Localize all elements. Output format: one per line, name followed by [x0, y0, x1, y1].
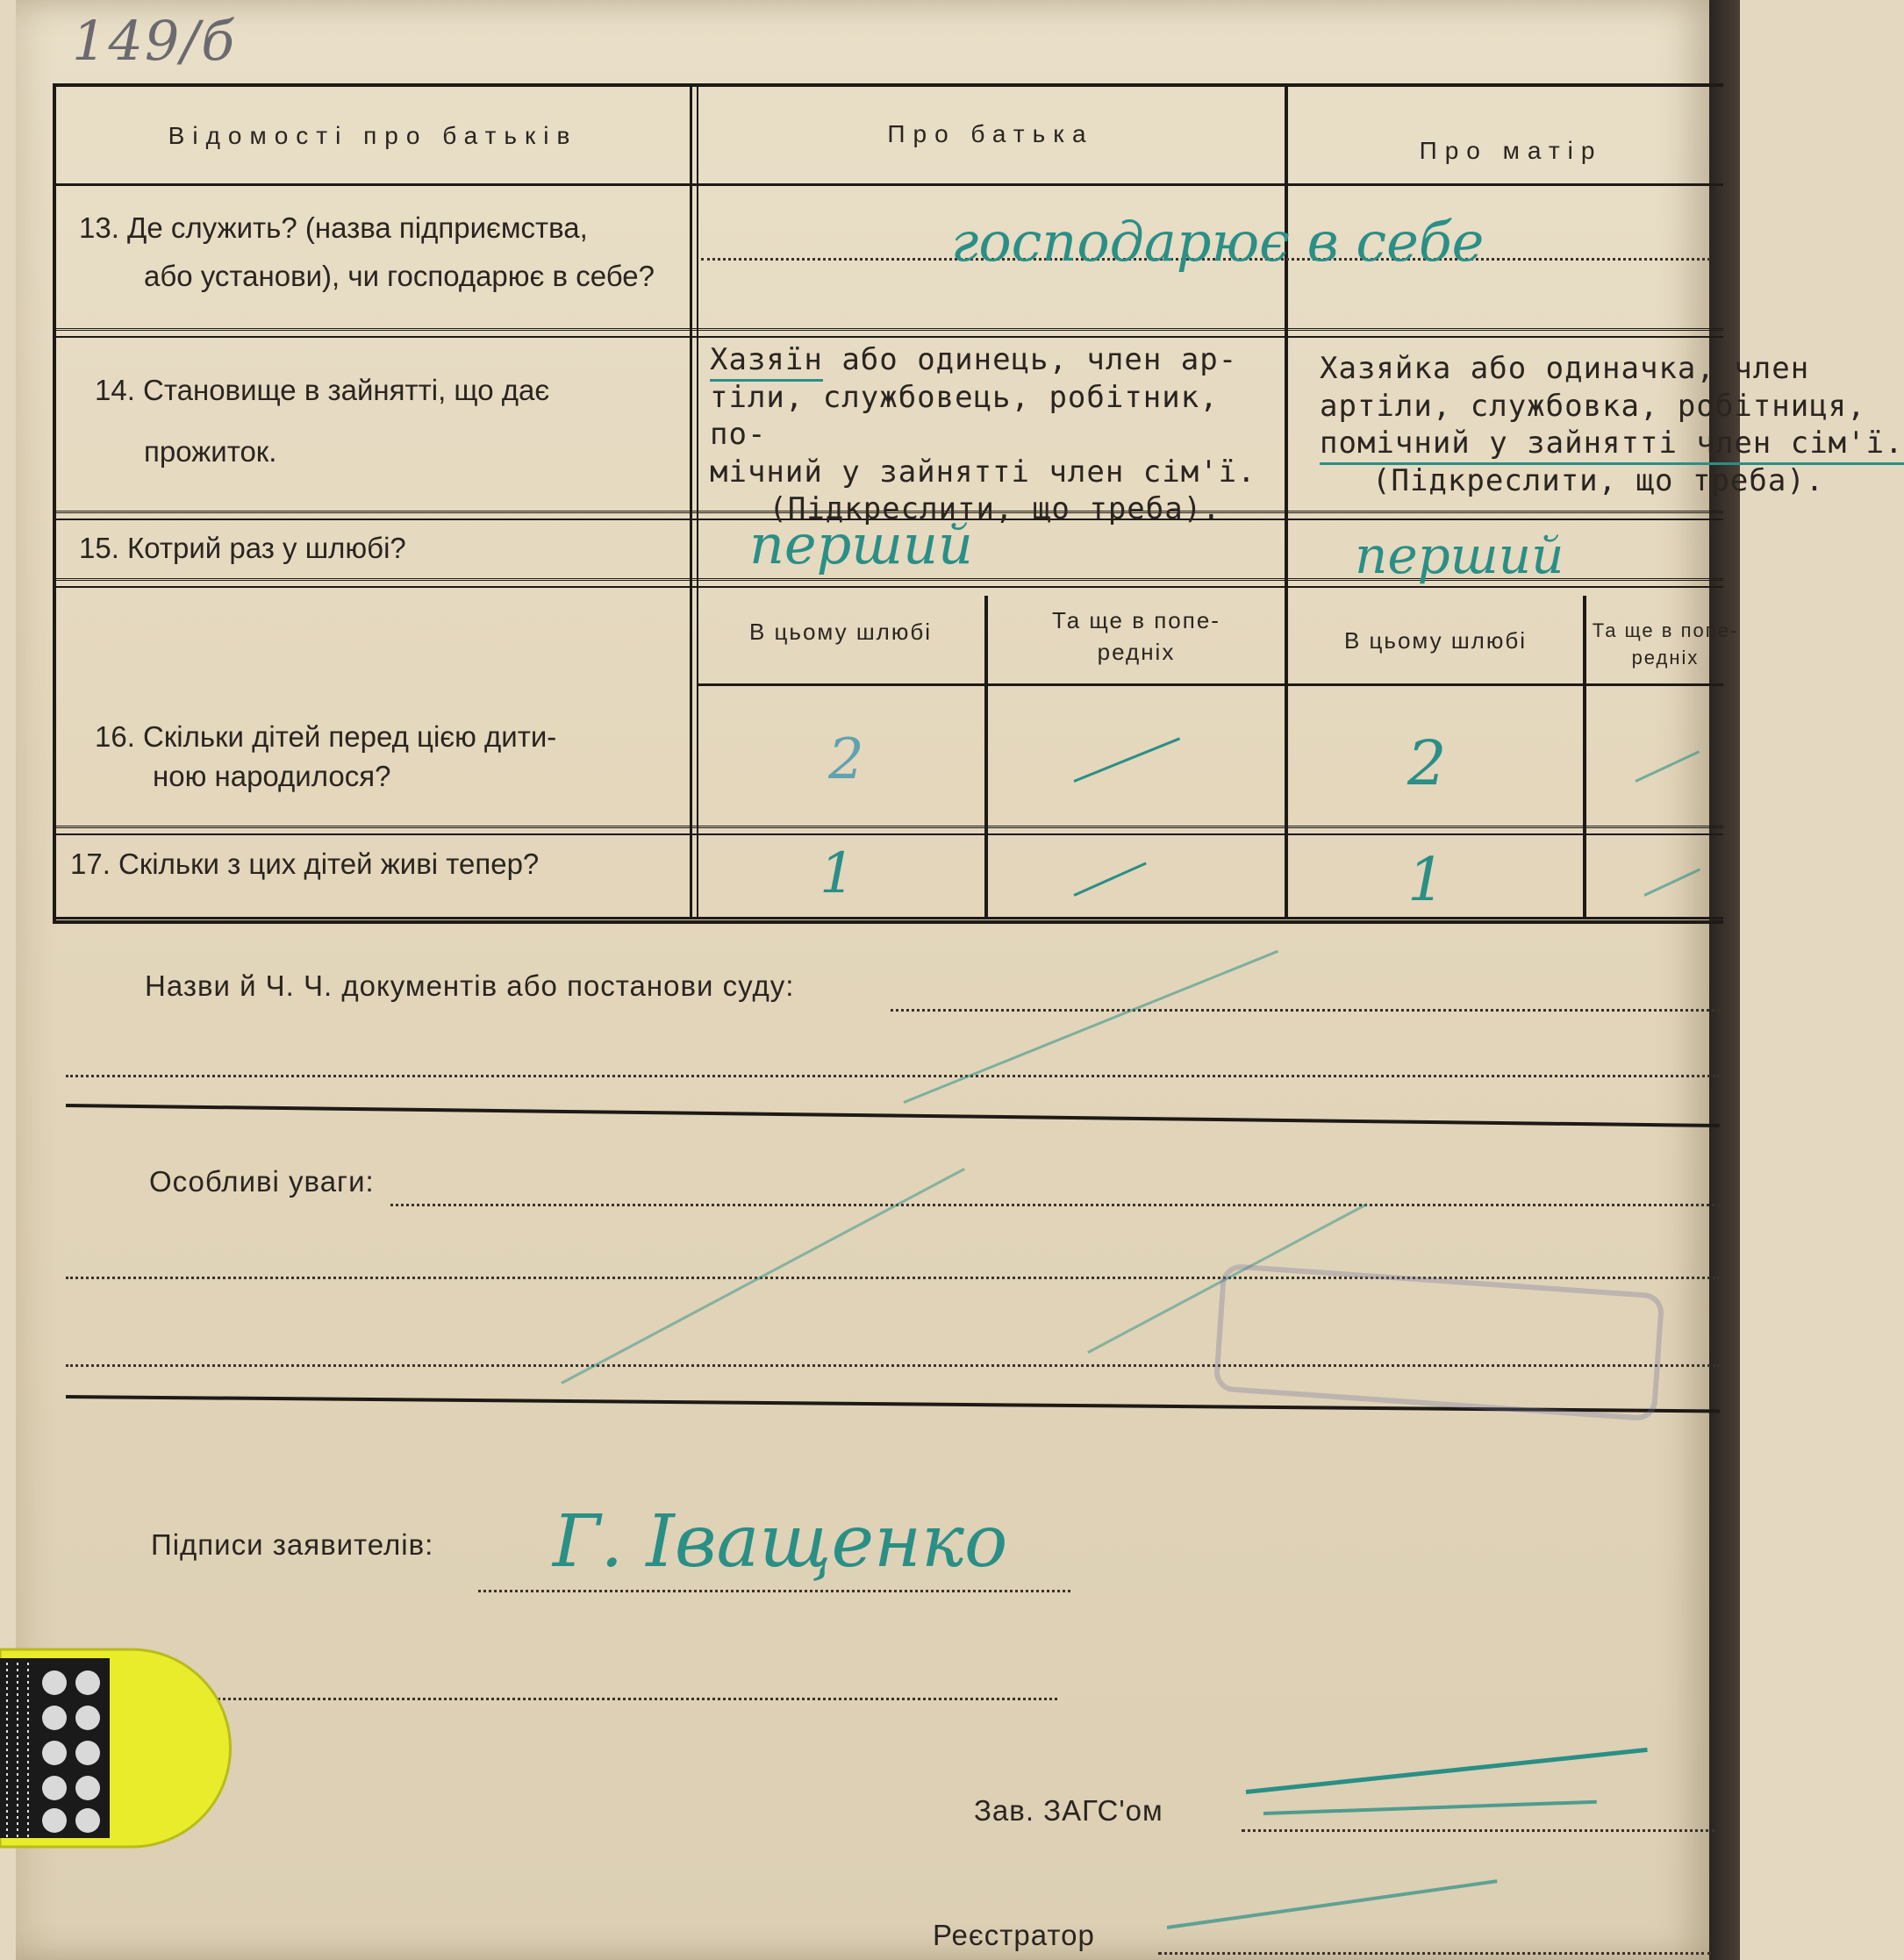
q15-mother-answer: перший — [1355, 526, 1564, 585]
q16-mother-previous-header-line2: редніх — [1631, 646, 1700, 669]
q14-mother-options — [1320, 350, 1904, 499]
q16-father-previous-header-line1: Та ще в попе- — [1052, 607, 1220, 633]
q16-father-this-marriage-header: В цьому шлюбі — [748, 619, 933, 645]
q16-label-line2: ною народилося? — [153, 760, 391, 792]
signatures-label: Підписи заявителів: — [151, 1528, 434, 1561]
q17-father-this-value: 1 — [820, 841, 855, 906]
row-divider — [56, 328, 1723, 338]
table-bottom — [56, 917, 1723, 919]
q13-answer: господарює в себе — [951, 210, 1485, 274]
q14-father-line3: мічний у зайнятті член сім'ї. — [710, 454, 1256, 490]
q16-mother-previous-header-line1: Та ще в попе- — [1592, 619, 1739, 641]
remarks-line-1 — [390, 1204, 1720, 1206]
q14-father-line2: тіли, службовець, робітник, по- — [710, 379, 1219, 452]
yellow-clip-object — [0, 1641, 228, 1860]
q15-father-answer: перший — [749, 512, 973, 576]
q16-mother-this-value: 2 — [1407, 727, 1447, 799]
registrar-signature-line — [1158, 1952, 1711, 1955]
q14-father-selected: Хазяїн — [710, 342, 823, 382]
q13-label-line1: 13. Де служить? (назва підприємства, — [79, 211, 588, 244]
q16-father-this-value: 2 — [828, 727, 864, 792]
q16-father-previous-header — [988, 604, 1285, 669]
documents-line-1 — [891, 1009, 1720, 1012]
q14-mother-line2: артіли, службовка, робітниця, — [1320, 388, 1866, 424]
q16-label-line1: 16. Скільки дітей перед цією дити- — [95, 720, 557, 753]
signature-line-1 — [478, 1590, 1070, 1592]
zags-head-signature-line — [1242, 1829, 1715, 1832]
header-mother: Про матір — [1419, 137, 1603, 164]
q14-label-line1: 14. Становище в зайнятті, що дає — [95, 374, 550, 406]
q14-father-line4: (Підкреслити, що треба). — [769, 491, 1221, 526]
parents-table — [53, 83, 1904, 924]
header-father: Про батька — [887, 120, 1094, 147]
q13-label-line2: або установи), чи господарює в себе? — [144, 260, 655, 292]
q14-father-options — [710, 341, 1280, 528]
q14-mother-line4: (Підкреслити, що треба). — [1372, 462, 1825, 498]
row-divider — [56, 826, 1723, 835]
q16-mother-previous-header — [1586, 618, 1744, 672]
q16-father-previous-dash — [1073, 737, 1180, 782]
subheader-divider — [697, 683, 1723, 686]
archive-number: 149/б — [72, 9, 237, 73]
row-divider — [56, 183, 1723, 186]
header-parents-info: Відомості про батьків — [168, 122, 578, 149]
q14-label-line2: прожиток. — [144, 435, 277, 468]
registrar-label: Реєстратор — [933, 1919, 1095, 1951]
q14-father-line1: або одинець, член ар- — [841, 342, 1238, 377]
q17-father-previous-dash — [1073, 862, 1146, 897]
q16-mother-previous-dash — [1635, 750, 1700, 783]
q15-label: 15. Котрий раз у шлюбі? — [79, 532, 406, 564]
q17-mother-this-value: 1 — [1407, 846, 1446, 915]
column-divider — [690, 87, 698, 917]
q16-mother-this-marriage-header: В цьому шлюбі — [1343, 627, 1528, 654]
q14-mother-line1: Хазяйка або одиначка, член — [1320, 351, 1810, 386]
yellow-clip-shape — [0, 1641, 228, 1860]
remarks-label: Особливі уваги: — [149, 1165, 375, 1198]
q17-label: 17. Скільки з цих дітей живі тепер? — [70, 848, 540, 880]
q14-mother-selected: помічний у зайнятті член сім'ї. — [1320, 426, 1904, 465]
q17-mother-previous-dash — [1643, 869, 1700, 897]
q16-father-previous-header-line2: редніх — [1097, 639, 1176, 666]
signature-line-2 — [175, 1698, 1057, 1700]
documents-line-2 — [66, 1075, 1720, 1077]
zags-head-label: Зав. ЗАГС'ом — [974, 1794, 1163, 1827]
applicant-signature: Г. Іващенко — [553, 1500, 1008, 1584]
documents-label: Назви й Ч. Ч. документів або постанови суду: — [145, 969, 795, 1002]
